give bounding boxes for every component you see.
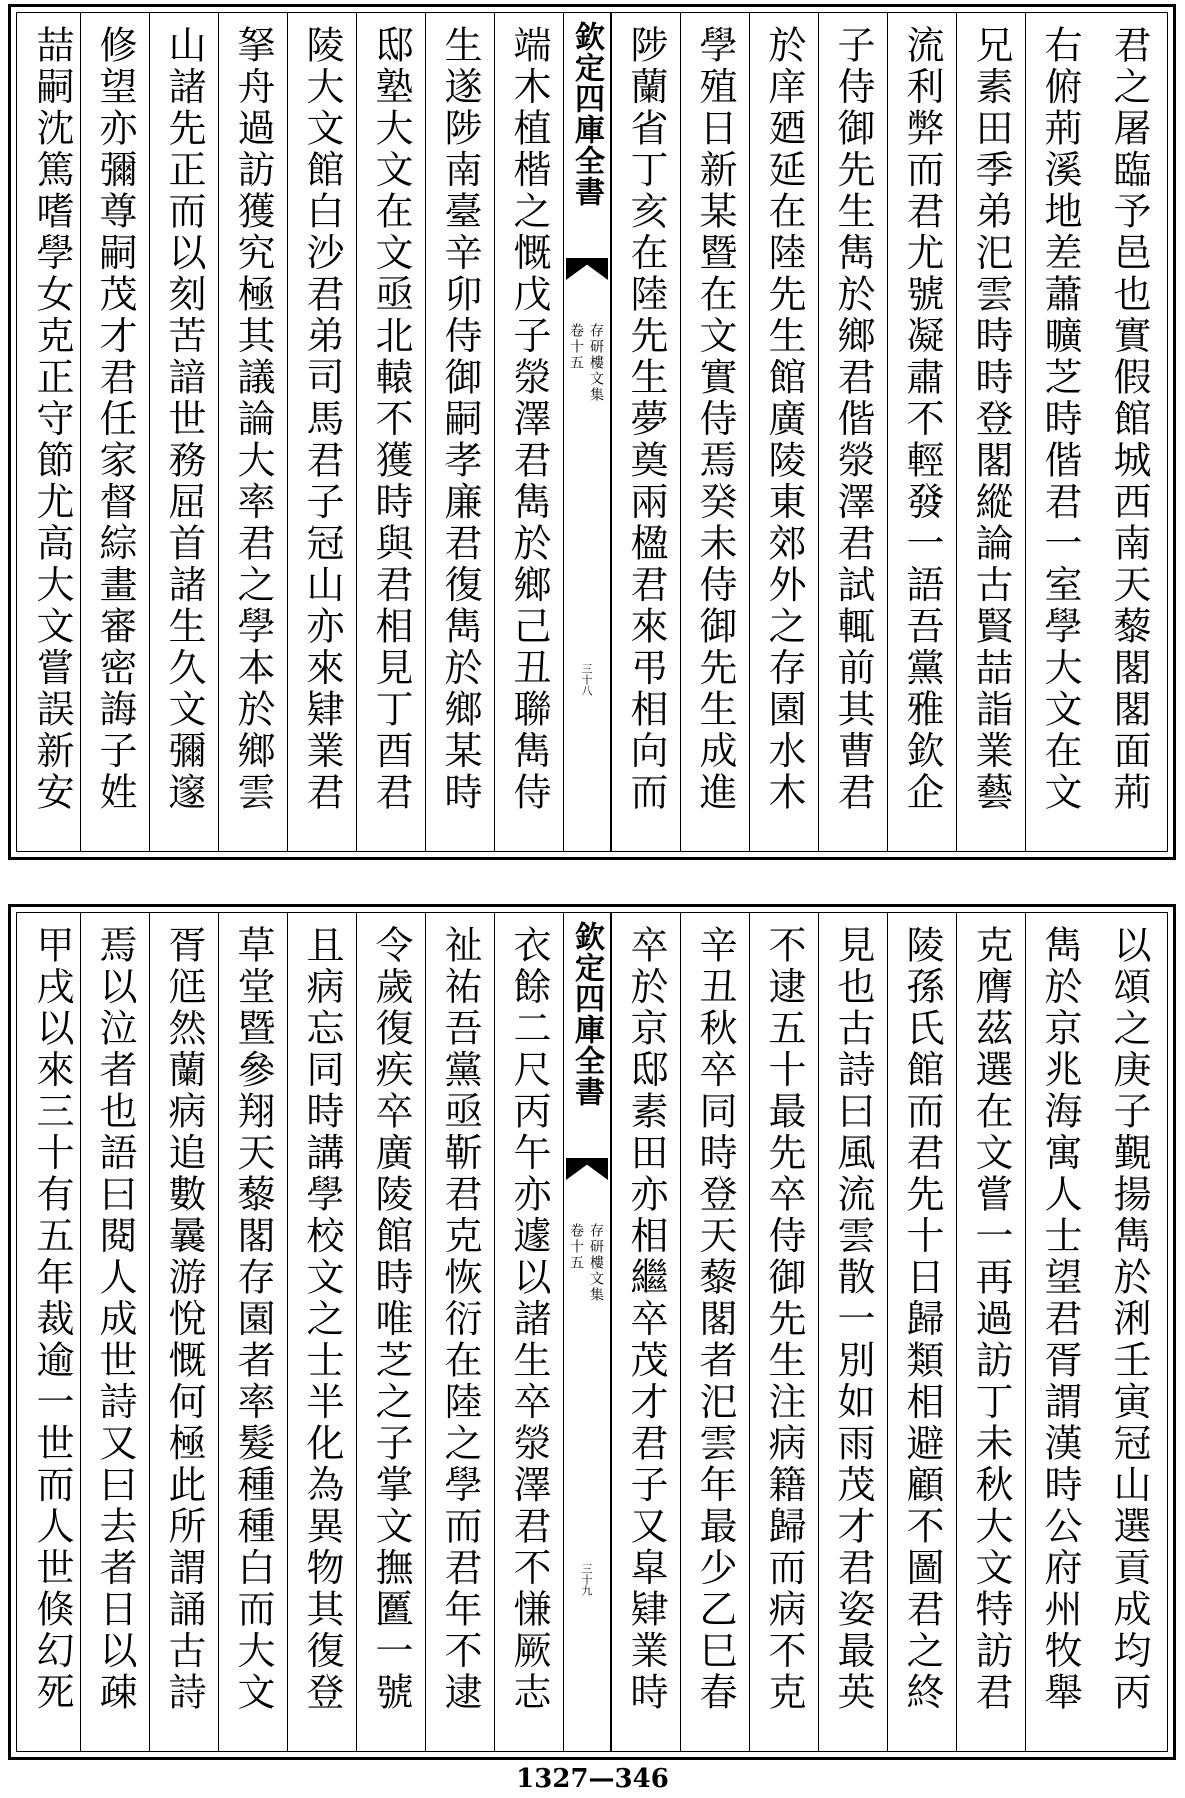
text-column: 以頌之庚子覲揚雋於浰壬寅冠山選貢成均丙 bbox=[1107, 925, 1151, 1714]
text-column: 辛丑秋卒同時登天藜閣者汜雲年最少乙巳春 bbox=[680, 913, 749, 1751]
text-column: 草堂暨參翔天藜閣存園者率髮種種白而大文 bbox=[218, 913, 287, 1751]
banner-title: 欽定四庫全書 bbox=[569, 21, 604, 207]
banner-volume: 卷十五 bbox=[568, 323, 584, 371]
text-column: 君之屠臨予邑也實假館城西南天藜閣閣面荊 bbox=[1107, 25, 1151, 814]
top-page bbox=[8, 4, 1176, 860]
text-column: 流利弊而君尤號凝肅不輕發一語吾黨雅欽企 bbox=[887, 13, 956, 851]
text-column: 克膺茲選在文嘗一再過訪丁未秋大文特訪君 bbox=[956, 913, 1025, 1751]
bottom-page-frame bbox=[16, 912, 1168, 1752]
text-column: 令歲復疾卒廣陵館時唯芝之子掌文撫匶一號 bbox=[356, 913, 425, 1751]
text-column: 甲戌以來三十有五年裁逾一世而人世倏幻死 bbox=[30, 925, 74, 1714]
text-column: 於庠廼延在陸先生館廣陵東郊外之存園水木 bbox=[749, 13, 818, 851]
text-column: 兄素田季弟汜雲時時登閣縱論古賢喆詣業藝 bbox=[956, 13, 1025, 851]
text-column: 邸塾大文在文亟北轅不獲時與君相見丁酉君 bbox=[356, 13, 425, 851]
fish-tail-mark bbox=[566, 258, 608, 280]
text-column: 衣餘二尺丙午亦遽以諸生卒滎澤君不慊厥志 bbox=[494, 913, 563, 1751]
text-column: 生遂陟南臺辛卯侍御嗣孝廉君復雋於鄉某時 bbox=[425, 13, 494, 851]
text-column: 祉祐吾黨亟靳君克恢衍在陸之學而君年不逮 bbox=[425, 913, 494, 1751]
banner-page-number: 三十八 bbox=[580, 663, 593, 696]
center-banner bbox=[563, 13, 611, 851]
text-column: 胥尩然蘭病追數曩游悅慨何極此所謂誦古詩 bbox=[149, 913, 218, 1751]
banner-page-number: 三十九 bbox=[580, 1563, 593, 1596]
text-column: 子侍御先生雋於鄉君偕滎澤君試輒前其曹君 bbox=[818, 13, 887, 851]
center-banner bbox=[563, 913, 611, 1751]
text-column: 右俯荊溪地差蕭曠芝時偕君一室學大文在文 bbox=[1025, 13, 1094, 851]
text-column: 見也古詩曰風流雲散一別如雨茂才君姿最英 bbox=[818, 913, 887, 1751]
text-column: 端木植楷之慨戊子滎澤君雋於鄉己丑聯雋侍 bbox=[494, 13, 563, 851]
banner-volume: 卷十五 bbox=[568, 1223, 584, 1271]
text-column: 陵孫氏館而君先十日歸類相避顧不圖君之終 bbox=[887, 913, 956, 1751]
fish-tail-mark bbox=[566, 1158, 608, 1180]
text-column: 山諸先正而以刻苦諳世務屈首諸生久文彌邃 bbox=[149, 13, 218, 851]
text-column: 學殖日新某暨在文實侍焉癸未侍御先生成進 bbox=[680, 13, 749, 851]
text-column: 卒於京邸素田亦相繼卒茂才君子又皐肄業時 bbox=[611, 913, 680, 1751]
text-column: 雋於京兆海寓人士望君胥謂漢時公府州牧舉 bbox=[1025, 913, 1094, 1751]
text-column: 喆嗣沈篤嗜學女克正守節尤高大文嘗誤新安 bbox=[30, 25, 74, 814]
banner-title: 欽定四庫全書 bbox=[569, 921, 604, 1107]
text-column: 且病忘同時講學校文之士半化為異物其復登 bbox=[287, 913, 356, 1751]
top-page-frame bbox=[16, 12, 1168, 852]
text-column: 陵大文館白沙君弟司馬君子冠山亦來肄業君 bbox=[287, 13, 356, 851]
text-column: 陟蘭省丁亥在陸先生夢奠兩楹君來弔相向而 bbox=[611, 13, 680, 851]
page-footer-number: 1327—346 bbox=[516, 1764, 669, 1794]
text-column: 焉以泣者也語曰閱人成世詩又曰去者日以疎 bbox=[80, 913, 149, 1751]
bottom-page bbox=[8, 904, 1176, 1760]
banner-collection-name: 存研樓文集 bbox=[588, 323, 604, 403]
text-column: 拏舟過訪獲究極其議論大率君之學本於鄉雲 bbox=[218, 13, 287, 851]
banner-collection-name: 存研樓文集 bbox=[588, 1223, 604, 1303]
text-column: 修望亦彌尊嗣茂才君任家督綜畫審密誨子姓 bbox=[80, 13, 149, 851]
text-column: 不逮五十最先卒侍御先生注病籍歸而病不克 bbox=[749, 913, 818, 1751]
